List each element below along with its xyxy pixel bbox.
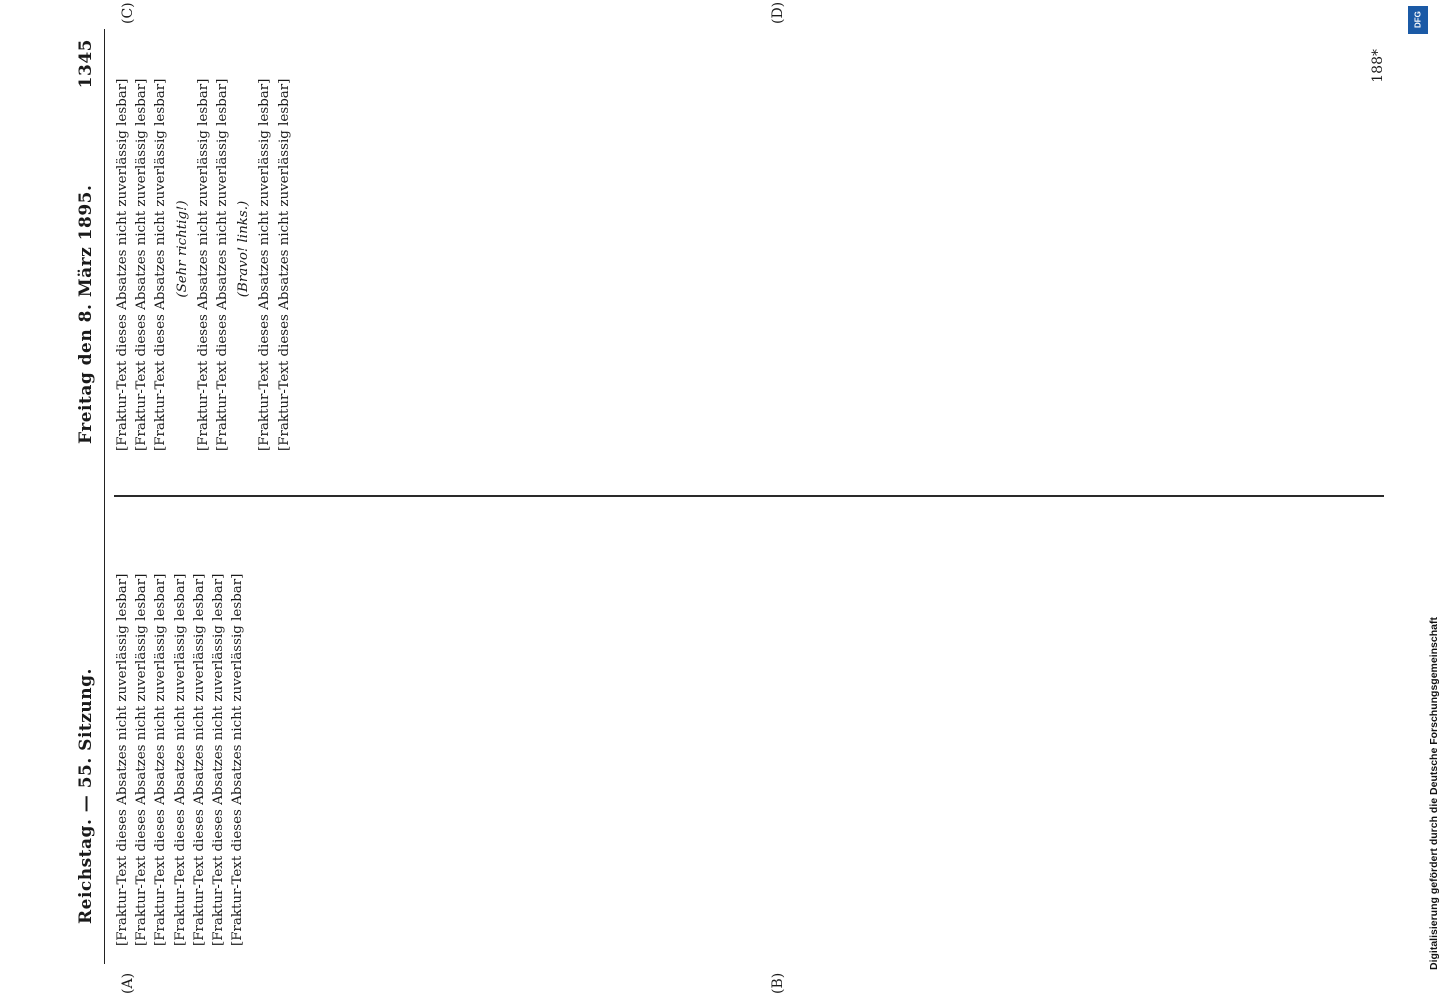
paragraph: [Fraktur-Text dieses Absatzes nicht zuverlässig lesbar] <box>230 573 246 946</box>
digitization-sidebar <box>1404 0 1440 1000</box>
page-header <box>70 29 105 964</box>
header-session: Reichstag. — 55. Sitzung. <box>76 668 96 924</box>
paragraph: [Fraktur-Text dieses Absatzes nicht zuverlässig lesbar] <box>153 78 169 451</box>
paragraph: [Fraktur-Text dieses Absatzes nicht zuverlässig lesbar] <box>215 78 231 451</box>
margin-letter-a: (A) <box>120 972 136 994</box>
paragraph: [Fraktur-Text dieses Absatzes nicht zuverlässig lesbar] <box>134 78 150 451</box>
paragraph: [Fraktur-Text dieses Absatzes nicht zuverlässig lesbar] <box>257 78 273 451</box>
signature-mark: 188* <box>1370 49 1386 83</box>
margin-letter-c: (C) <box>120 2 136 24</box>
left-column <box>114 524 1384 964</box>
paragraph: [Fraktur-Text dieses Absatzes nicht zuverlässig lesbar] <box>211 573 227 946</box>
paragraph: [Fraktur-Text dieses Absatzes nicht zuverlässig lesbar] <box>153 573 169 946</box>
paragraph: [Fraktur-Text dieses Absatzes nicht zuverlässig lesbar] <box>134 573 150 946</box>
dfg-logo-icon: DFG <box>1408 6 1428 34</box>
paragraph: (Bravo! links.) <box>236 200 252 298</box>
paragraph: (Sehr richtig!) <box>174 200 190 298</box>
margin-letter-b: (B) <box>770 972 786 994</box>
paragraph: [Fraktur-Text dieses Absatzes nicht zuverlässig lesbar] <box>276 78 292 451</box>
paragraph: [Fraktur-Text dieses Absatzes nicht zuverlässig lesbar] <box>195 78 211 451</box>
paragraph: [Fraktur-Text dieses Absatzes nicht zuverlässig lesbar] <box>191 573 207 946</box>
page-number: 1345 <box>76 39 96 89</box>
digitization-credit: Digitalisierung gefördert durch die Deutsche Forschungsgemeinschaft <box>1428 617 1440 970</box>
paragraph: [Fraktur-Text dieses Absatzes nicht zuverlässig lesbar] <box>115 78 130 451</box>
column-divider <box>114 496 1384 498</box>
paragraph: [Fraktur-Text dieses Absatzes nicht zuverlässig lesbar] <box>172 573 188 946</box>
page-content <box>70 1 1390 994</box>
paragraph: [Fraktur-Text dieses Absatzes nicht zuverlässig lesbar] <box>115 573 130 946</box>
right-column <box>114 29 1384 469</box>
header-date: Freitag den 8. März 1895. <box>76 184 96 444</box>
margin-letter-d: (D) <box>770 1 786 24</box>
